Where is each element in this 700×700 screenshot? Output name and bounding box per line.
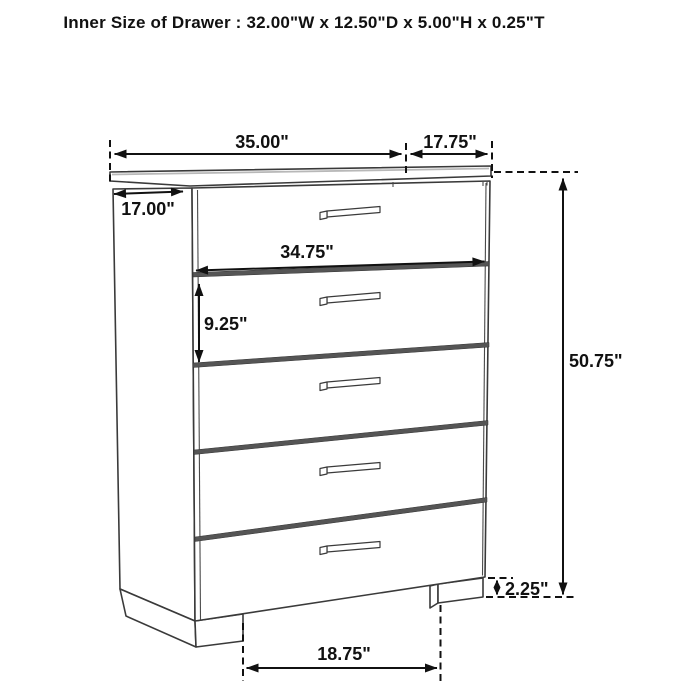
dimension-label: 17.00" — [121, 199, 175, 219]
chest-drawing — [110, 166, 491, 647]
chest-front-face — [192, 181, 490, 621]
dimension-label: 34.75" — [280, 242, 334, 262]
dimension-base-height — [488, 578, 549, 599]
dimension-overall-height — [486, 172, 623, 597]
page-title: Inner Size of Drawer : 32.00"W x 12.50"D x 5.00"H x 0.25"T — [63, 13, 545, 32]
dimension-legs-distance — [243, 605, 441, 681]
dimension-label: 35.00" — [235, 132, 289, 152]
dimension-label: 18.75" — [317, 644, 371, 664]
dimension-label: 50.75" — [569, 351, 623, 371]
dimension-label: 9.25" — [204, 314, 248, 334]
chest-side-panel — [113, 188, 195, 621]
dimension-label: 17.75" — [423, 132, 477, 152]
dimension-label: 2.25" — [505, 579, 549, 599]
